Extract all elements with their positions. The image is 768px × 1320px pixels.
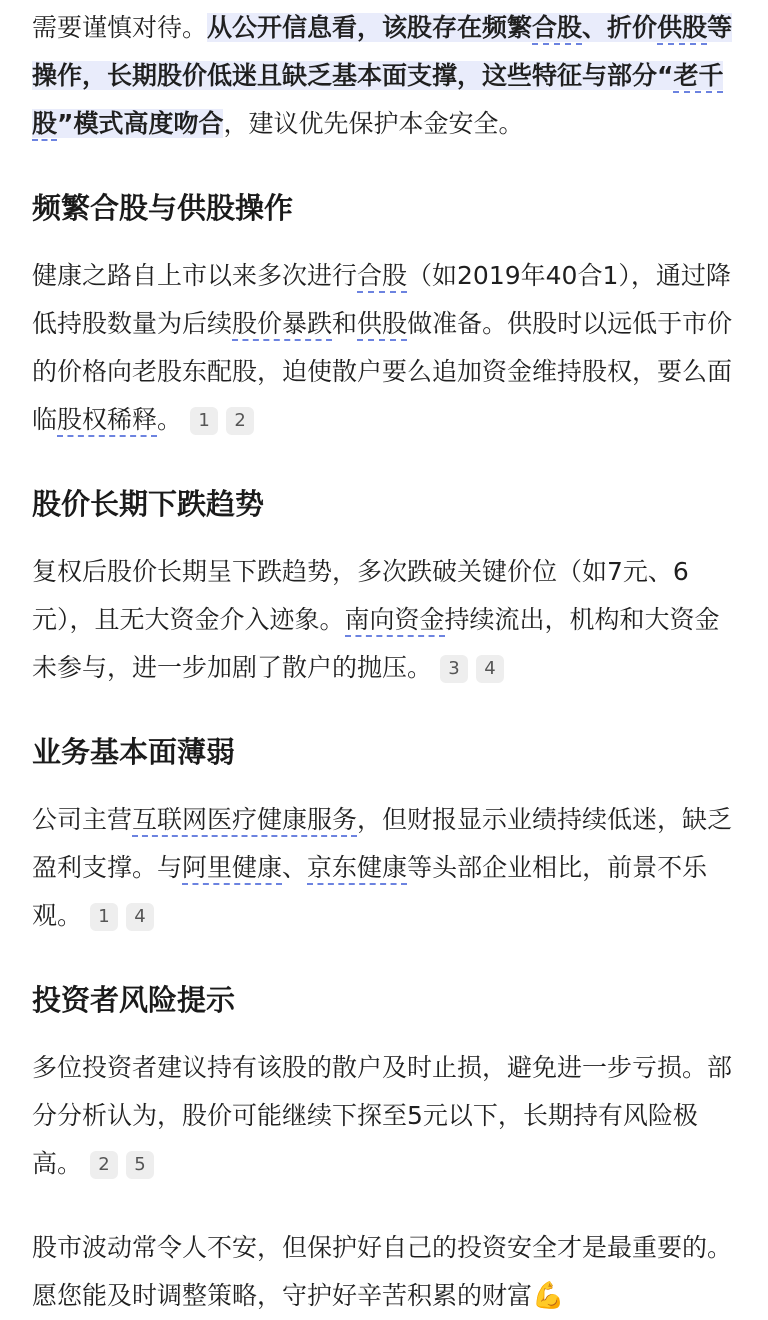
- section-heading-fundamentals: 业务基本面薄弱: [32, 735, 236, 769]
- citation-badge[interactable]: 3: [440, 655, 468, 683]
- section-paragraph-price-trend: 复权后股价长期呈下跌趋势，多次跌破关键价位（如7元、6元），且无大资金介入迹象。南向资金持续流出，机构和大资金未参与，进一步加剧了散户的抛压。 3 4: [32, 557, 720, 682]
- term-link-merge[interactable]: 合股: [532, 13, 582, 45]
- section-heading-price-trend: 股价长期下跌趋势: [32, 487, 265, 521]
- term-link-scam-stock[interactable]: 老千股: [32, 61, 723, 141]
- citation-badge[interactable]: 1: [90, 903, 118, 931]
- section-paragraph-risk: 多位投资者建议持有该股的散户及时止损，避免进一步亏损。部分分析认为，股价可能继续下探至5元以下，长期持有风险极高。 2 5: [32, 1053, 733, 1178]
- term-link[interactable]: 供股: [357, 309, 407, 341]
- term-link[interactable]: 阿里健康: [182, 853, 282, 885]
- citation-badge[interactable]: 5: [126, 1151, 154, 1179]
- term-link[interactable]: 互联网医疗健康服务: [132, 805, 357, 837]
- answer-content: [0, 4, 768, 1320]
- section-heading-risk: 投资者风险提示: [32, 983, 236, 1017]
- intro-text: 需要谨慎对待。: [32, 13, 208, 42]
- citation-badge[interactable]: 4: [126, 903, 154, 931]
- term-link[interactable]: 京东健康: [307, 853, 407, 885]
- term-link[interactable]: 合股: [357, 261, 407, 293]
- section-paragraph-fundamentals: 公司主营互联网医疗健康服务，但财报显示业绩持续低迷，缺乏盈利支撑。与阿里健康、京东健康等头部企业相比，前景不乐观。 1 4: [32, 805, 733, 930]
- flexed-biceps-icon: 💪: [532, 1281, 565, 1311]
- closing-paragraph: 股市波动常令人不安，但保护好自己的投资安全才是最重要的。愿您能及时调整策略，守护好辛苦积累的财富💪: [32, 1233, 733, 1311]
- term-link-rights-issue[interactable]: 供股: [657, 13, 707, 45]
- section-heading-consolidation: 频繁合股与供股操作: [32, 191, 294, 225]
- intro-conclusion: ，建议优先保护本金安全。: [223, 109, 524, 138]
- citation-badge[interactable]: 2: [90, 1151, 118, 1179]
- intro-paragraph: [32, 4, 736, 148]
- term-link[interactable]: 股权稀释: [57, 405, 157, 437]
- term-link[interactable]: 南向资金: [345, 605, 445, 637]
- term-link[interactable]: 股价暴跌: [232, 309, 332, 341]
- section-paragraph-consolidation: 健康之路自上市以来多次进行合股（如2019年40合1），通过降低持股数量为后续股价暴跌和供股做准备。供股时以远低于市价的价格向老股东配股，迫使散户要么追加资金维持股权，要么面临股权稀释。 1 2: [32, 252, 736, 444]
- citation-badge[interactable]: 4: [476, 655, 504, 683]
- citation-badge[interactable]: 2: [226, 407, 254, 435]
- highlighted-summary: 从公开信息看，该股存在频繁合股、折价供股等操作，长期股价低迷且缺乏基本面支撑，这些特征与部分“老千股”模式高度吻合: [32, 13, 732, 138]
- citation-badge[interactable]: 1: [190, 407, 218, 435]
